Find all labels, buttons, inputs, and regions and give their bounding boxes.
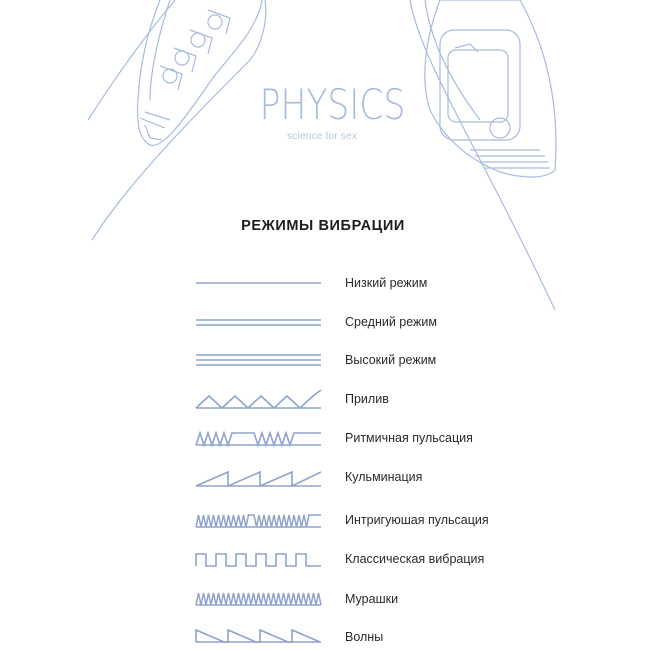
mode-label: Низкий режим: [345, 276, 428, 290]
mode-label: Классическая вибрация: [345, 552, 485, 566]
mode-row-climax: [192, 464, 522, 490]
page-title: РЕЖИМЫ ВИБРАЦИИ: [241, 218, 405, 234]
mode-row-classic: [192, 546, 522, 572]
mode-label: Интригуюшая пульсация: [345, 513, 489, 527]
single-line-pattern-icon: [192, 270, 324, 296]
mode-label: Ритмичная пульсация: [345, 431, 473, 445]
brand-tagline: science for sex: [286, 130, 358, 142]
wedge-wave-pattern-icon: [192, 624, 324, 646]
triple-line-pattern-icon: [192, 347, 324, 373]
mode-label: Прилив: [345, 392, 389, 406]
sawtooth-wave-pattern-icon: [192, 464, 324, 490]
mode-label: Волны: [345, 630, 384, 644]
mode-row-low: [192, 270, 522, 296]
rhythmic-zigzag-pattern-icon: [192, 425, 324, 451]
brand-name: PHYSICS: [259, 80, 406, 129]
mode-row-waves: [192, 624, 522, 650]
mode-label: Мурашки: [345, 592, 399, 606]
mode-row-surge: [192, 386, 522, 412]
intriguing-zigzag-pattern-icon: [192, 507, 324, 533]
mode-label: Высокий режим: [345, 353, 437, 367]
mode-row-rhythmic: [192, 425, 522, 451]
mode-label: Средний режим: [345, 315, 437, 329]
mode-label: Кульминация: [345, 470, 423, 484]
mode-row-intriguing: [192, 507, 522, 533]
mode-row-medium: [192, 309, 522, 335]
square-wave-pattern-icon: [192, 546, 324, 572]
triangle-wave-pattern-icon: [192, 386, 324, 412]
mode-row-goosebumps: [192, 586, 522, 612]
dense-zigzag-pattern-icon: [192, 586, 324, 612]
mode-row-high: [192, 347, 522, 373]
double-line-pattern-icon: [192, 309, 324, 335]
